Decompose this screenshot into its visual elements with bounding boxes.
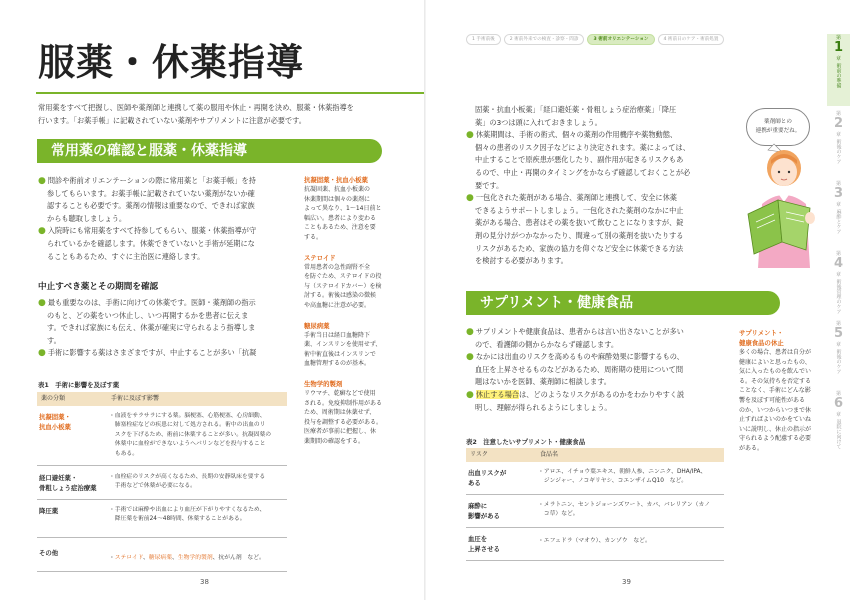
table-row: 経口避妊薬・ 骨粗しょう症治療薬 ・血栓症のリスクが高くなるため、長期の安静臥床を要する 手術などで休薬が必要になる。 [37,466,287,500]
chapter-tab-1[interactable]: 第 1 章 術前の準備 [827,34,850,106]
bullet-item: ● 問診や術前オリエンテーションの際に常用薬と「お薬手帳」を持 参してもらいます。お薬手帳に記載されていない薬剤がないか確 認することも必要です。薬剤の情報は重要なので、できれば家族 からも聴取しましょう。 [38,176,256,223]
bullet-item: ● 一包化された薬剤がある場合、薬剤師と連携して、安全に休薬 できるようサポートしましょう。一包化された薬剤のなかに中止 薬がある場合、患者はその薬を抜いて飲むことになりますが、錠 剤の見分けがつかなかったり、間違って別の薬剤を抜いたりする リスクがあるため、家族の協力を仰ぐなど安全に休薬できる方法 を検討する必要があります。 [466,193,684,266]
side-note: ステロイド 常用患者の急性副腎不全 を防ぐため、ステロイドの投 与（ステロイドカバー）を検 討する。術後は感染の徴候 や高血糖に注意が必要。 [304,253,382,309]
bullet-item: ● 最も重要なのは、手術に向けての休薬です。医師・薬剤師の指示 のもと、どの薬をいつ休止し、いつ再開するかを患者に伝えま す。できれば家族にも伝え、休薬が確実に守られるよう指導しま す。 [38,298,256,345]
chapter-tab-6[interactable]: 第 6 章 退院に向けて [833,391,844,449]
table-row: その他 ・ステロイド、糖尿病薬、生物学的製剤、抗がん剤 など。 [37,538,287,572]
title-underline [36,92,424,94]
table2 [466,448,724,561]
table1-header: 薬の分類 手術に及ぼす影響 [37,392,287,406]
nurse-illustration-icon [744,142,818,270]
side-note: 生物学的製剤 リウマチ、乾癬などで使用 される。免疫抑制作用がある ため、周術期は休薬せず、 投与を調整する必要がある。 医療者が事前に把握し、休 薬期間の確認をする。 [304,379,383,445]
side-note: 糖尿病薬 手術当日は経口血糖降下 薬、インスリンを使用せず、 術中術直後はインスリンで 血糖管理するのが基本。 [304,321,382,368]
table2-title: 表2 注意したいサプリメント・健康食品 [466,438,586,446]
main-column-left-2 [38,297,288,360]
breadcrumb-item: 2 術前外来での検査・診察・問診 [504,34,585,45]
table1-title: 表1 手術に影響を及ぼす薬 [38,381,120,389]
breadcrumb [466,25,727,45]
chapter-tab-3[interactable]: 第 3 章 麻酔とケア [833,181,844,234]
page-number-left: 38 [200,578,209,586]
side-notes [304,175,384,446]
breadcrumb-item-active: 3 術前オリエンテーション [587,34,654,45]
bullet-item: ● 入院時にも常用薬をすべて持参してもらい、服薬・休薬指導が守 られているかを確認します。休薬できていないと手術が延期にな ることもあるため、すぐに主治医に連絡します。 [38,226,257,261]
side-note: 抗凝固薬・抗血小板薬 抗凝固薬、抗血小板薬の 休薬期間は個々の薬剤に よって異なり、1～14日前と 幅広い。患者により変わる こともあるため、注意を要 する。 [304,176,382,241]
bullet-item: ● 手術に影響する薬はさまざまですが、中止することが多い「抗凝 [38,348,257,359]
chapter-tab-2[interactable]: 第 2 章 術後のケア [833,111,844,164]
table2-header: リスク 食品名 [466,448,724,462]
table1 [37,392,287,572]
intro-text: 常用薬をすべて把握し、医師や薬剤師と連携して薬の服用や休止・再開を決め、服薬・休薬指導を 行います。「お薬手帳」に記載されていない薬剤やサプリメントに注意が必要です。 [38,103,354,125]
table-row: 血圧を 上昇させる ・エフェドラ（マオウ）、カンゾウ など。 [466,528,724,561]
chapter-tab-5[interactable]: 第 5 章 術後のケア [833,321,844,374]
main-column-right-2 [466,326,734,414]
bullet-item: ● サプリメントや健康食品は、患者からは言い出さないことが多い ので、看護師の側からかならず確認します。 [466,327,684,349]
table-row: 出血リスクが ある ・アロエ、イチョウ葉エキス、朝鮮人参、ニンニク、DHA/IPA、 ジンジャー、ノコギリヤシ、コエンザイムQ10 など。 [466,462,724,495]
breadcrumb-item: 4 術前日のケア・術前処置 [658,34,725,45]
subheading-stop-meds: 中止すべき薬とその期間を確認 [38,282,159,292]
table-row: 麻酔に 影響がある ・メラトニン、セントジョーンズワート、カバ、バレリアン（カノ コ草）など。 [466,495,724,528]
main-column-left [38,175,288,263]
table-row: 抗凝固薬・ 抗血小板薬 ・血液をサラサラにする薬。脳梗塞、心筋梗塞、心房細動、 肺塞栓症などの疾患に対して処方される。術中の出血のリ スクを下げるため、術前に休薬することが多い。抗凝固薬の 休薬中に血栓ができないようヘパリンなどを投与すること もある。 [37,406,287,466]
page-number-right: 39 [622,578,631,586]
main-column-right: 固薬・抗血小板薬」「経口避妊薬・骨粗しょう症治療薬」「降圧 薬」の3つは頭に入れておきましょう。 ● 休薬期間は、手術の術式、個々の薬剤の作用機序や薬物動態、 個々の患者のリスク因子などにより決定されます。薬によっては、 中止することで原疾患が悪化したり、副作用が起きるリスクもあ るので、中止・再開のタイミングをかならず確認しておくことが必 要です。 ● 一包化された薬剤がある場合、薬剤師と連携して、安全に休薬 できるようサポートしましょう。一包化された薬剤のなかに中止 薬がある場合、患者はその薬を抜いて飲むことになりますが、錠 剤の見分けがつかなかったり、間違って別の薬剤を抜いたりする リスクがあるため、家族の協力を仰ぐなど安全に休薬できる方法 を検討する必要があります。 [466,104,734,268]
chapter-tab-4[interactable]: 第 4 章 術後管理のケア [833,251,844,314]
breadcrumb-item: 1 手術前後 [466,34,501,45]
side-note: サプリメント・ 健康食品の休止 多くの場合、患者は自分が 健康によいと思ったもの、 気に入ったものを飲んでい る。その気持ちを否定する ことなく、手術にどんな影 響を及ぼす可能性がある のか、いつからいつまで休 止すればよいのかをていね いに説明し、休止の指示が 守られるよう配慮する必要 がある。 [739,329,812,452]
right-page [426,0,850,600]
bullet-item: ● 休薬期間は、手術の術式、個々の薬剤の作用機序や薬物動態、 個々の患者のリスク因子などにより決定されます。薬によっては、 中止することで原疾患が悪化したり、副作用が起きるリスクもあ るので、中止・再開のタイミングをかならず確認しておくことが必 要です。 [466,130,691,190]
bullet-item: ● 休止する場合は、どのようなリスクがあるのかをわかりやすく説 明し、理解が得られるようにしましょう。 [466,389,685,412]
section-header-supplements: サプリメント・健康食品 [466,291,780,315]
speech-bubble: 薬剤師との 連携が重要だね。 [746,108,810,146]
table-row: 降圧薬 ・手術では麻酔や出血により血圧が下がりやすくなるため、 降圧薬を術前24～48時間、休薬することがある。 [37,500,287,538]
highlight-text: 休止する場合 [475,389,519,399]
page-title: 服薬・休薬指導 [38,40,304,84]
bullet-item: ● なかには出血のリスクを高めるものや麻酔効果に影響するもの、 血圧を上昇させるものなどがあるため、周術期の使用について問 題はないかを医師、薬剤師に相談します。 [466,352,684,387]
section-header-medications: 常用薬の確認と服薬・休薬指導 [37,139,382,163]
